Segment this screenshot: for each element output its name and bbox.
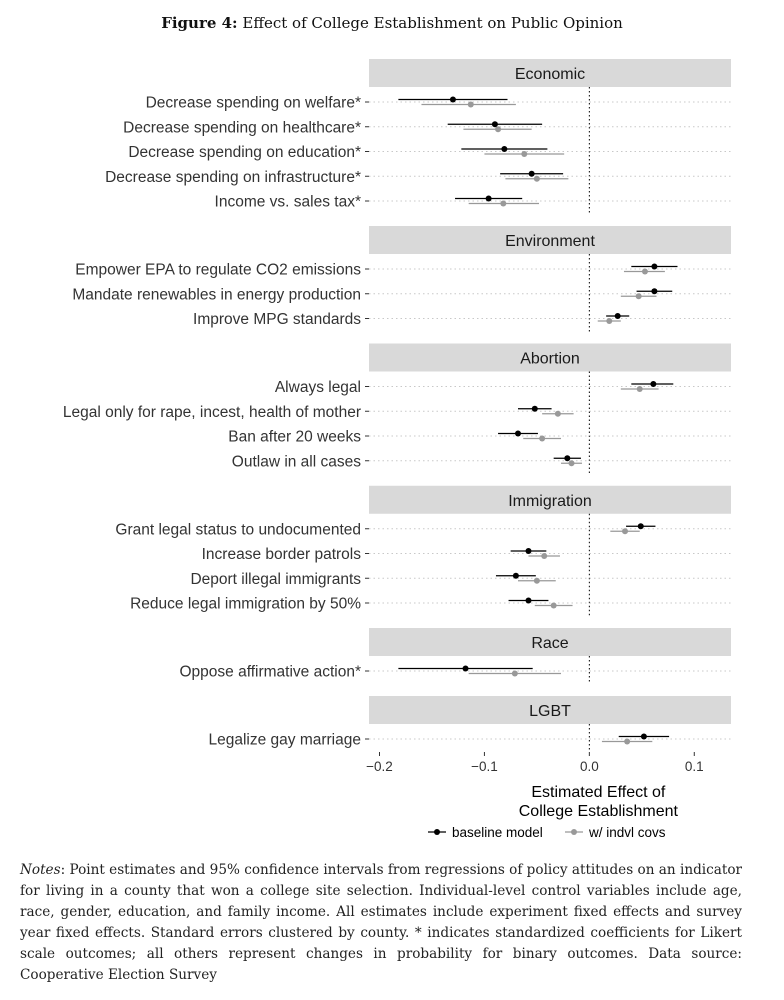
covs-point (642, 269, 648, 275)
covs-point (534, 176, 540, 182)
row-label: Reduce legal immigration by 50% (130, 595, 361, 613)
baseline-point (525, 598, 531, 604)
covs-point (512, 671, 518, 677)
baseline-point (501, 146, 507, 152)
notes-label: Notes (20, 862, 61, 878)
covs-point (541, 553, 547, 559)
baseline-point (650, 381, 656, 387)
legend-label: w/ indvl covs (589, 825, 666, 840)
baseline-point (641, 734, 647, 740)
covs-point (606, 318, 612, 324)
row-label: Improve MPG standards (193, 311, 361, 328)
row-label: Empower EPA to regulate CO2 emissions (75, 261, 361, 279)
covs-point (468, 102, 474, 108)
baseline-point (532, 406, 538, 412)
covs-point (555, 411, 561, 417)
covs-point (636, 293, 642, 299)
covs-point (521, 151, 527, 157)
panel-title: Immigration (508, 492, 592, 510)
panel-title: Race (531, 635, 569, 652)
baseline-point (463, 666, 469, 672)
legend-label: baseline model (452, 825, 543, 840)
row-label: Grant legal status to undocumented (115, 521, 361, 539)
row-label: Legalize gay marriage (208, 731, 361, 749)
covs-point (551, 603, 557, 609)
row-label: Increase border patrols (201, 546, 361, 563)
baseline-point (515, 431, 521, 437)
panel-title: LGBT (529, 703, 571, 720)
legend-key-point (571, 829, 577, 835)
baseline-point (450, 97, 456, 103)
covs-point (539, 436, 545, 442)
row-label: Decrease spending on education* (128, 144, 361, 161)
row-label: Decrease spending on healthcare* (123, 119, 361, 137)
covs-point (569, 460, 575, 466)
baseline-point (525, 548, 531, 554)
row-label: Always legal (274, 379, 361, 396)
baseline-point (651, 288, 657, 294)
row-label: Decrease spending on infrastructure* (105, 168, 361, 186)
baseline-point (564, 455, 570, 461)
covs-point (622, 528, 628, 534)
baseline-point (486, 196, 492, 202)
covs-point (637, 386, 643, 392)
row-label: Ban after 20 weeks (228, 428, 361, 446)
figure-label: Figure 4: (161, 14, 238, 32)
row-label: Deport illegal immigrants (190, 570, 361, 588)
baseline-point (615, 313, 621, 319)
row-label: Mandate renewables in energy production (72, 286, 361, 304)
row-label: Income vs. sales tax* (214, 193, 361, 211)
baseline-point (638, 523, 644, 529)
covs-point (500, 201, 506, 207)
covs-point (534, 578, 540, 584)
legend-key-point (434, 829, 440, 835)
panel-title: Environment (505, 233, 595, 250)
x-tick-label: 0.1 (684, 759, 704, 774)
notes-text: : Point estimates and 95% confidence intervals from regressions of policy attitudes on an indicator for living in a county that won a college site selection. Individual-level control variables include age, race, gender, education, and family income. All estimates include experiment fixed effects and survey year fixed effects. Standard errors clustered by county. * indicates standardized coefficients for Likert scale outcomes; all others represent changes in probability for binary outcomes. Data source: Cooperative Election Survey (20, 862, 742, 983)
figure-title-text: Effect of College Establishment on Public Opinion (242, 14, 623, 32)
covs-point (495, 126, 501, 132)
x-axis-title: College Establishment (518, 803, 678, 820)
panel-title: Economic (514, 66, 586, 83)
baseline-point (651, 264, 657, 270)
covs-point (624, 739, 630, 745)
figure-notes (20, 860, 742, 986)
row-label: Outlaw in all cases (231, 453, 361, 471)
x-tick-label: −0.2 (366, 759, 393, 774)
baseline-point (492, 121, 498, 127)
row-label: Decrease spending on welfare* (145, 94, 361, 112)
baseline-point (513, 573, 519, 579)
x-axis-title: Estimated Effect of (531, 784, 666, 801)
row-label: Legal only for rape, incest, health of mother (62, 403, 361, 421)
panel-title: Abortion (520, 350, 580, 368)
row-label: Oppose affirmative action* (179, 663, 361, 681)
baseline-point (529, 171, 535, 177)
x-tick-label: −0.1 (471, 759, 498, 774)
x-tick-label: 0.0 (579, 759, 599, 774)
